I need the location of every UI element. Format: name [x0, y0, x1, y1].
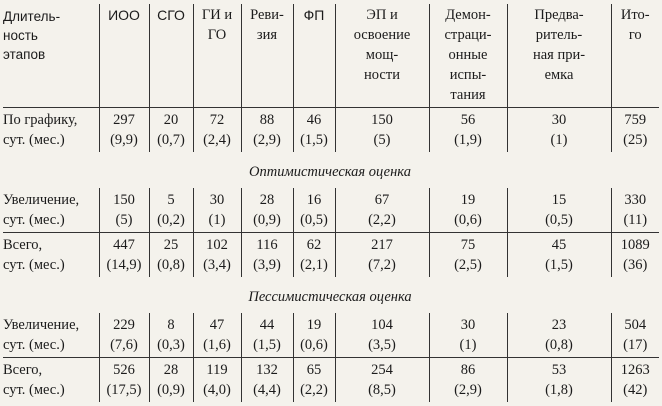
value-cell: 53 (1,8): [507, 358, 611, 403]
optimistic-title: Оптимистическая оценка: [249, 164, 411, 180]
section-pessimistic: [3, 277, 659, 313]
pessimistic-title: Пессимистическая оценка: [248, 289, 412, 305]
header-demo-tests: Демон- страци- онные испы- тания: [429, 4, 507, 108]
value-cell: 25 (0,8): [149, 233, 193, 278]
header-stage: Длитель- ность этапов: [3, 4, 99, 108]
value-cell: 20 (0,7): [149, 108, 193, 153]
value-cell: 330 (11): [611, 188, 659, 233]
value-cell: 28 (0,9): [149, 358, 193, 403]
value-cell: 67 (2,2): [335, 188, 429, 233]
value-cell: 759 (25): [611, 108, 659, 153]
value-cell: 46 (1,5): [293, 108, 335, 153]
stage-duration-table: [3, 4, 659, 402]
row-schedule: [3, 108, 659, 153]
value-cell: 1263 (42): [611, 358, 659, 403]
header-gi-go: ГИ и ГО: [193, 4, 241, 108]
value-cell: 30 (1): [429, 313, 507, 358]
header-fp: ФП: [293, 4, 335, 108]
row-label: Увеличение, сут. (мес.): [3, 192, 80, 228]
value-cell: 254 (8,5): [335, 358, 429, 403]
value-cell: 229 (7,6): [99, 313, 149, 358]
value-cell: 45 (1,5): [507, 233, 611, 278]
section-optimistic: [3, 152, 659, 188]
value-cell: 1089 (36): [611, 233, 659, 278]
value-cell: 47 (1,6): [193, 313, 241, 358]
value-cell: 132 (4,4): [241, 358, 293, 403]
value-cell: 102 (3,4): [193, 233, 241, 278]
row-label: Увеличение, сут. (мес.): [3, 317, 80, 353]
header-ep: ЭП и освоение мощ- ности: [335, 4, 429, 108]
header-ioo: ИОО: [99, 4, 149, 108]
value-cell: 23 (0,8): [507, 313, 611, 358]
value-cell: 72 (2,4): [193, 108, 241, 153]
header-preliminary-acceptance: Предва- ритель- ная при- емка: [507, 4, 611, 108]
row-label: По графику, сут. (мес.): [3, 112, 78, 148]
value-cell: 75 (2,5): [429, 233, 507, 278]
value-cell: 526 (17,5): [99, 358, 149, 403]
row-pes-increase: [3, 313, 659, 358]
value-cell: 62 (2,1): [293, 233, 335, 278]
value-cell: 44 (1,5): [241, 313, 293, 358]
value-cell: 150 (5): [335, 108, 429, 153]
row-opt-increase: [3, 188, 659, 233]
value-cell: 28 (0,9): [241, 188, 293, 233]
value-cell: 504 (17): [611, 313, 659, 358]
row-label: Всего, сут. (мес.): [3, 233, 99, 278]
value-cell: 56 (1,9): [429, 108, 507, 153]
value-cell: 19 (0,6): [293, 313, 335, 358]
value-cell: 116 (3,9): [241, 233, 293, 278]
value-cell: 88 (2,9): [241, 108, 293, 153]
value-cell: 15 (0,5): [507, 188, 611, 233]
value-cell: 5 (0,2): [149, 188, 193, 233]
value-cell: 150 (5): [99, 188, 149, 233]
row-pes-total: [3, 358, 659, 403]
value-cell: 104 (3,5): [335, 313, 429, 358]
header-total: Ито- го: [611, 4, 659, 108]
value-cell: 119 (4,0): [193, 358, 241, 403]
value-cell: 65 (2,2): [293, 358, 335, 403]
value-cell: 8 (0,3): [149, 313, 193, 358]
value-cell: 16 (0,5): [293, 188, 335, 233]
header-row: [3, 4, 659, 108]
value-cell: 217 (7,2): [335, 233, 429, 278]
value-cell: 30 (1): [507, 108, 611, 153]
value-cell: 19 (0,6): [429, 188, 507, 233]
value-cell: 447 (14,9): [99, 233, 149, 278]
value-cell: 297 (9,9): [99, 108, 149, 153]
value-cell: 86 (2,9): [429, 358, 507, 403]
row-opt-total: [3, 233, 659, 278]
header-revision: Реви- зия: [241, 4, 293, 108]
row-label: Всего, сут. (мес.): [3, 358, 99, 403]
header-sgo: СГО: [149, 4, 193, 108]
value-cell: 30 (1): [193, 188, 241, 233]
